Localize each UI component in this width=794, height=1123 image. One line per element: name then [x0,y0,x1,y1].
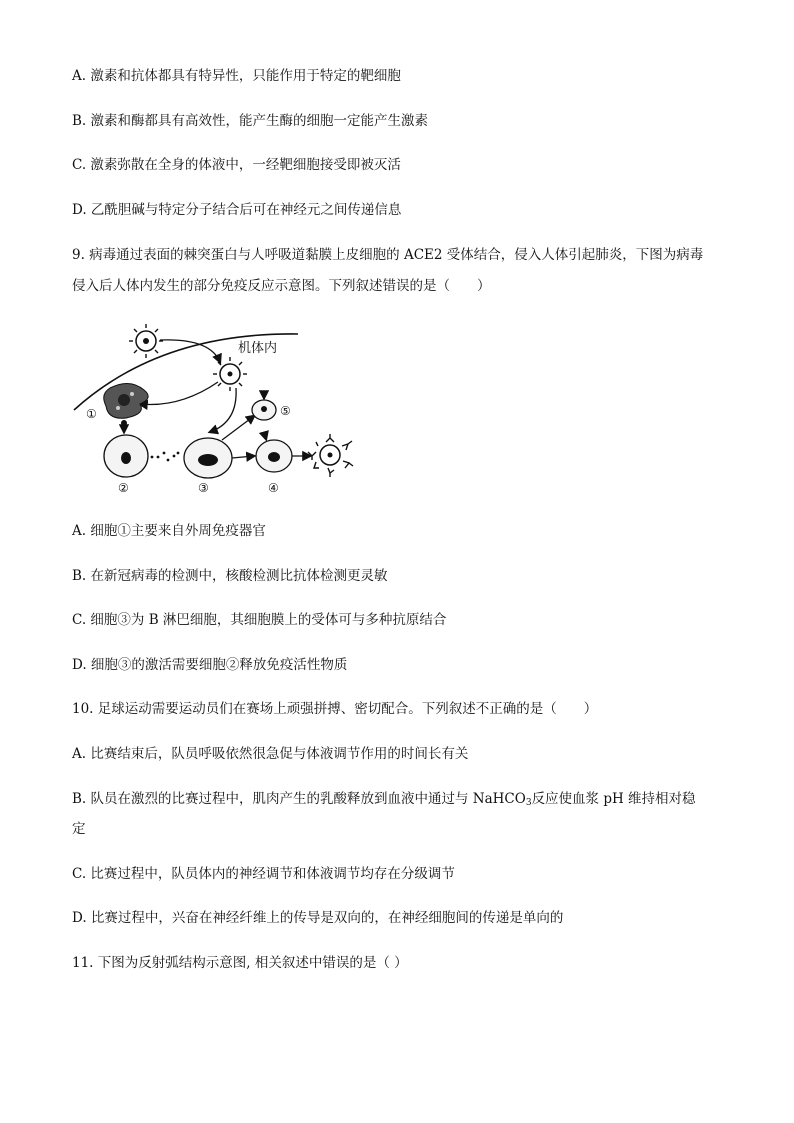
q10-stem: 10. 足球运动需要运动员们在赛场上顽强拼搏、密切配合。下列叙述不正确的是（ ） [72,701,598,717]
immune-response-diagram [70,322,370,502]
q9-option-c: C. 细胞③为 B 淋巴细胞，其细胞膜上的受体可与多种抗原结合 [72,612,447,628]
q10-option-d: D. 比赛过程中，兴奋在神经纤维上的传导是双向的，在神经细胞间的传递是单向的 [72,910,564,926]
cell-3 [184,438,232,478]
cell-2 [104,435,148,477]
q10-option-b-line2: 定 [72,821,86,837]
virus-icon-inside [213,357,247,391]
q10-option-c: C. 比赛过程中，队员体内的神经调节和体液调节均存在分级调节 [72,866,455,882]
q9-stem-line1: 9. 病毒通过表面的棘突蛋白与人呼吸道黏膜上皮细胞的 ACE2 受体结合，侵入人体引起肺炎，下图为病毒 [72,247,704,263]
q9-option-b: B. 在新冠病毒的检测中，核酸检测比抗体检测更灵敏 [72,568,388,584]
label-4: ④ [268,481,279,495]
label-5: ⑤ [280,404,291,418]
q9-option-a: A. 细胞①主要来自外周免疫器官 [72,523,266,539]
q8-option-a: A. 激素和抗体都具有特异性，只能作用于特定的靶细胞 [72,68,401,84]
q10-option-b-subscript: 3 [525,798,532,808]
q10-option-b-part2: 反应使血浆 pH 维持相对稳 [531,791,696,807]
virus-antibody-complex-icon [314,434,353,477]
q8-option-b: B. 激素和酶都具有高效性，能产生酶的细胞一定能产生激素 [72,113,429,129]
q10-option-b-part1: B. 队员在激烈的比赛过程中，肌肉产生的乳酸释放到血液中通过与 NaHCO [72,791,526,807]
cell-1-phagocyte [104,383,148,418]
q9-option-d: D. 细胞③的激活需要细胞②释放免疫活性物质 [72,657,348,673]
q9-stem-line2: 侵入后人体内发生的部分免疫反应示意图。下列叙述错误的是（ ） [72,278,491,294]
secretion-dots [151,452,180,462]
q8-option-c: C. 激素弥散在全身的体液中，一经靶细胞接受即被灭活 [72,157,401,173]
q11-stem: 11. 下图为反射弧结构示意图, 相关叙述中错误的是（ ） [72,955,408,971]
virus-icon-outside [129,324,163,358]
q8-option-d: D. 乙酰胆碱与特定分子结合后可在神经元之间传递信息 [72,202,402,218]
label-2: ② [118,481,129,495]
label-1: ① [86,407,97,421]
region-label: 机体内 [238,341,278,356]
q10-option-b-line1 [72,789,696,813]
label-3: ③ [198,481,209,495]
q10-option-a: A. 比赛结束后，队员呼吸依然很急促与体液调节作用的时间长有关 [72,746,469,762]
cell-5 [252,400,276,420]
cell-4 [256,440,292,472]
diagram-svg [70,322,370,502]
